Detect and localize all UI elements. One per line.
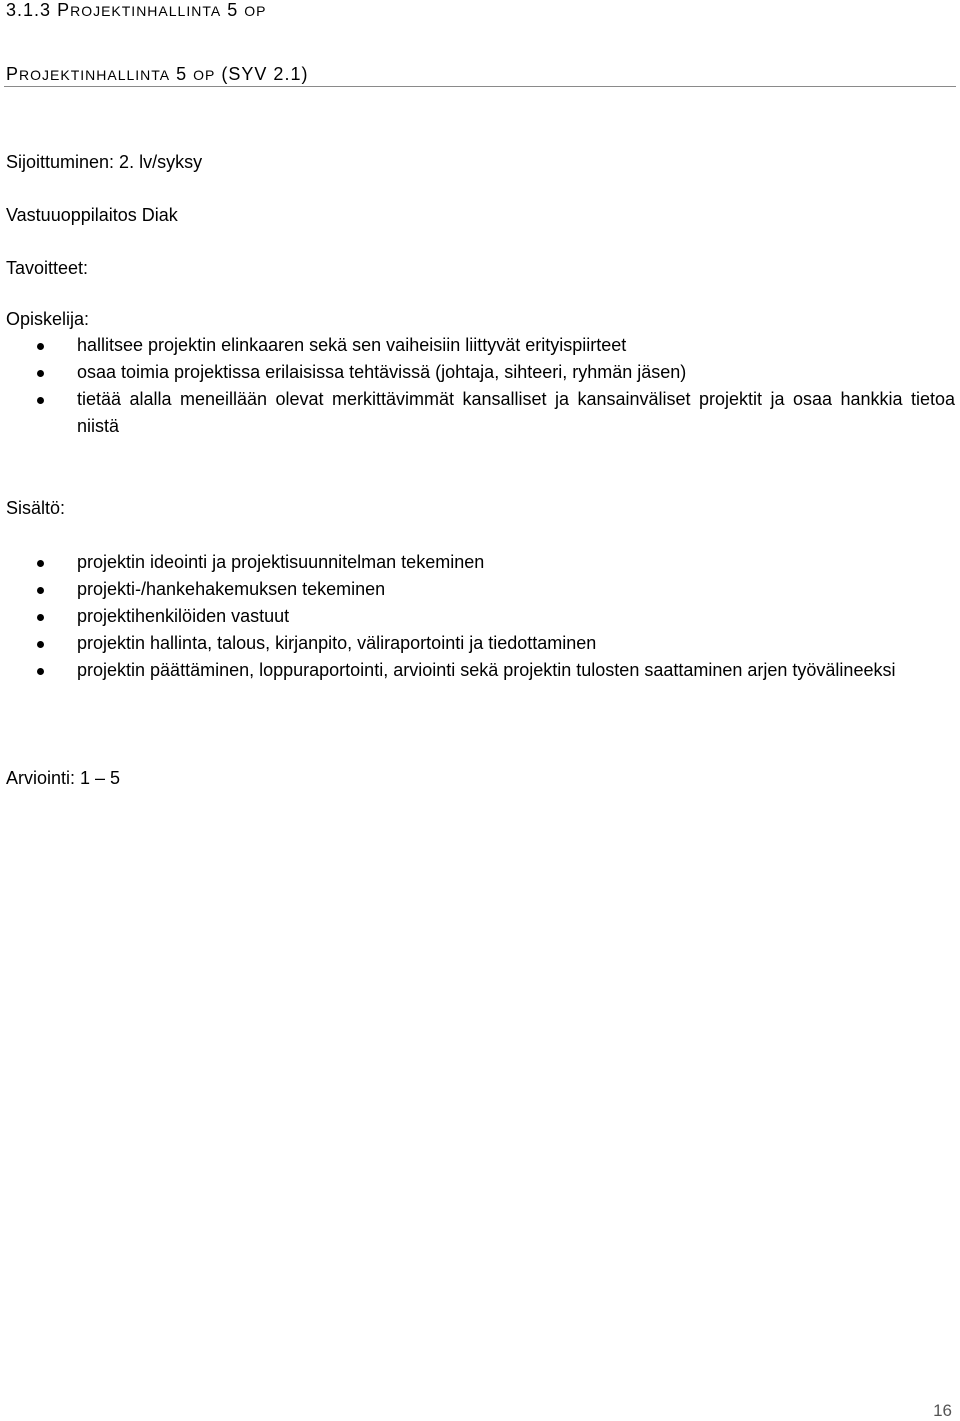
goals-label: Tavoitteet: (6, 258, 89, 278)
content-list (0, 549, 955, 684)
course-credits-unit: OP (193, 67, 216, 83)
course-code: (SYV 2.1) (221, 64, 309, 84)
content-list-item-text: projekti-/hankehakemuksen tekeminen (77, 579, 386, 599)
bullet-icon (37, 370, 44, 377)
course-title-initial: P (6, 64, 20, 84)
bullet-icon (37, 560, 44, 567)
course-heading (6, 64, 308, 85)
goals-list-item-text: hallitsee projektin elinkaaren sekä sen vaiheisiin liittyvät erityispiirteet (77, 335, 627, 355)
section-title-rest: ROJEKTINHALLINTA (70, 3, 222, 19)
goals-list-item (0, 359, 955, 386)
goals-list-item-text: osaa toimia projektissa erilaisissa tehtävissä (johtaja, sihteeri, ryhmän jäsen) (77, 362, 687, 382)
course-title-rest: ROJEKTINHALLINTA (19, 67, 171, 83)
responsible-institution-text: Vastuuoppilaitos Diak (6, 205, 178, 225)
student-label: Opiskelija: (6, 309, 90, 329)
goals-list-item (0, 332, 955, 359)
section-credits: 5 (227, 0, 239, 20)
bullet-icon (37, 641, 44, 648)
content-list-item (0, 603, 955, 630)
section-heading (6, 0, 266, 21)
bullet-icon (37, 397, 44, 404)
section-title-initial: P (57, 0, 71, 20)
content-list-item (0, 549, 955, 576)
content-list-item-text: projektin hallinta, talous, kirjanpito, väliraportointi ja tiedottaminen (77, 633, 597, 653)
placement-text: Sijoittuminen: 2. lv/syksy (6, 152, 203, 172)
goals-list-item-text: tietää alalla meneillään olevat merkittävimmät kansalliset ja kansainväliset projektit ja osaa hankkia tietoa niistä (77, 389, 955, 436)
content-label: Sisältö: (6, 498, 66, 518)
bullet-icon (37, 343, 44, 350)
heading-divider (4, 86, 956, 87)
section-credits-unit: OP (244, 3, 267, 19)
content-list-item (0, 576, 955, 603)
bullet-icon (37, 614, 44, 621)
content-list-item-text: projektin ideointi ja projektisuunnitelman tekeminen (77, 552, 485, 572)
page-number: 16 (933, 1401, 952, 1420)
content-list-item (0, 630, 955, 657)
bullet-icon (37, 587, 44, 594)
bullet-icon (37, 668, 44, 675)
grading-text: Arviointi: 1 – 5 (6, 768, 121, 788)
section-number: 3.1.3 (6, 0, 52, 20)
content-list-item-text: projektihenkilöiden vastuut (77, 606, 290, 626)
goals-list-item (0, 386, 955, 440)
goals-list (0, 332, 955, 440)
content-list-item (0, 657, 955, 684)
content-list-item-text: projektin päättäminen, loppuraportointi, arviointi sekä projektin tulosten saattaminen arjen työvälineeksi (77, 660, 896, 680)
course-credits: 5 (176, 64, 188, 84)
